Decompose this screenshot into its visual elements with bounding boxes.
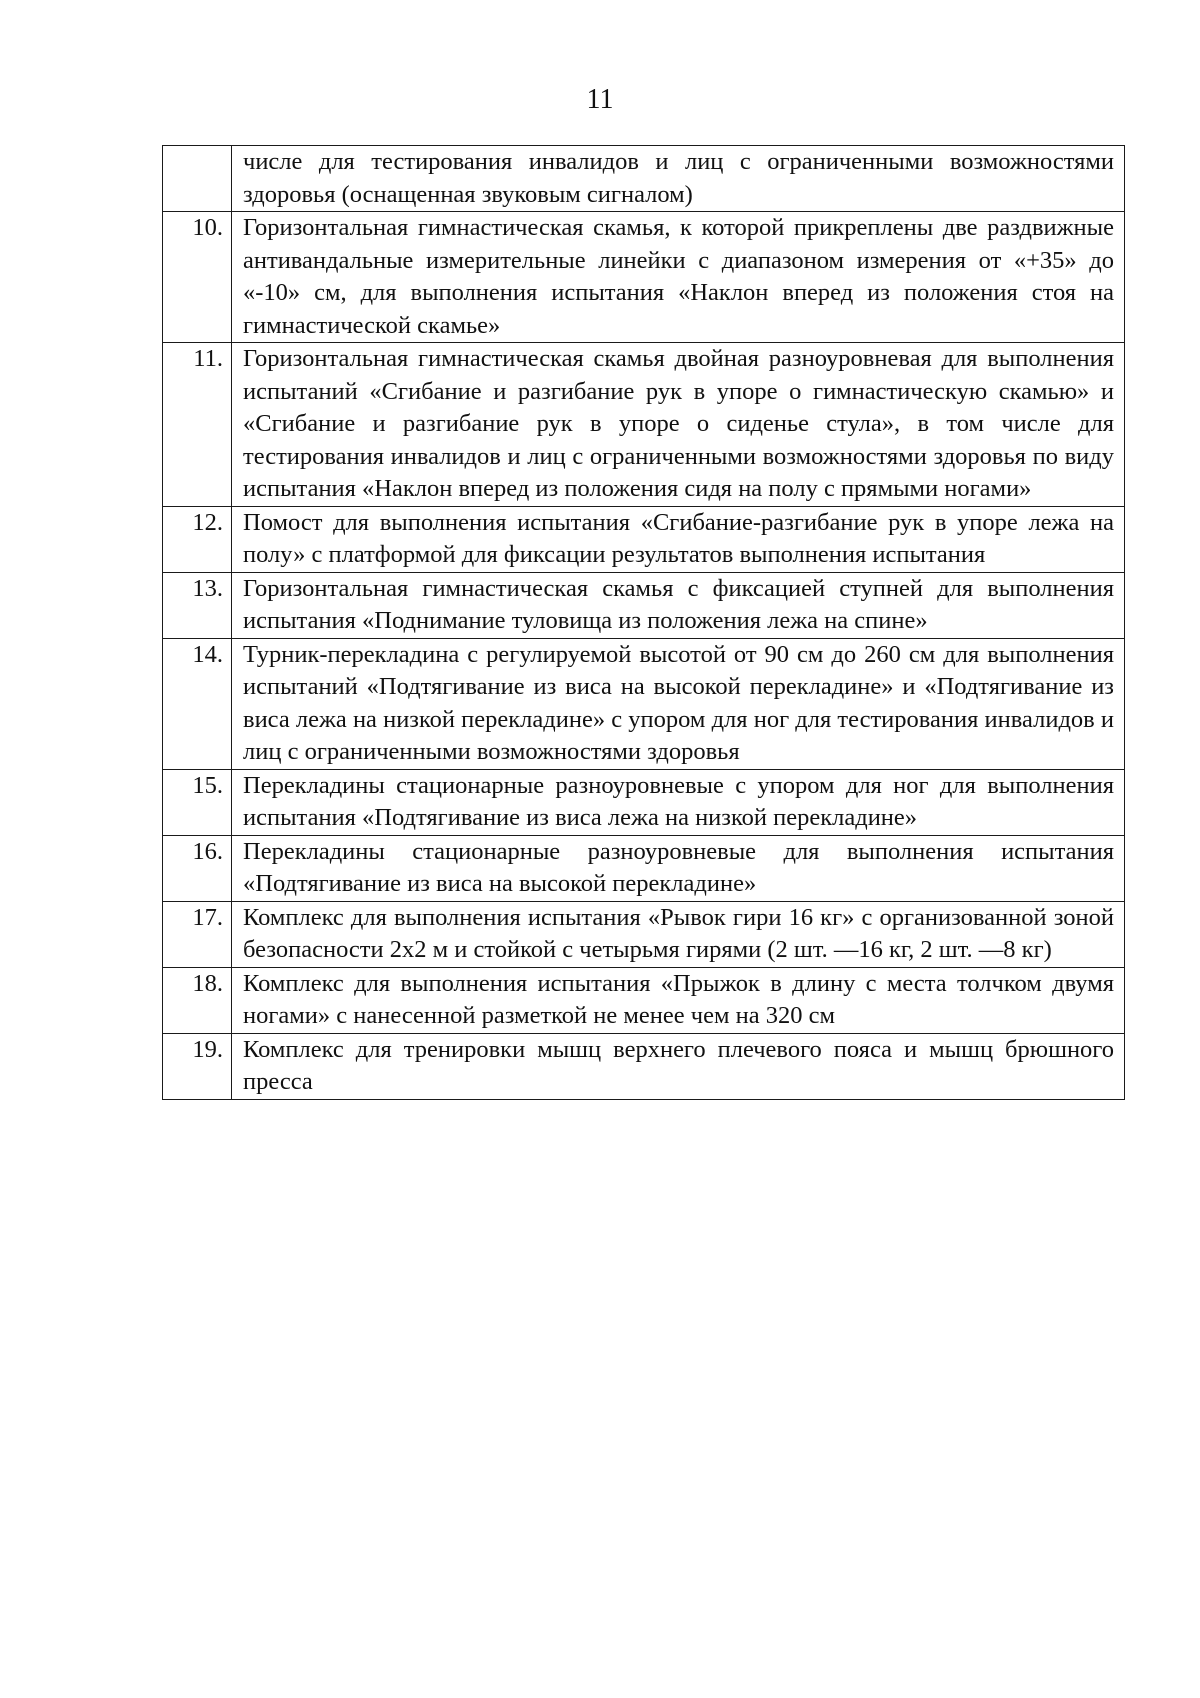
table-row <box>163 901 1125 967</box>
row-number <box>163 146 232 212</box>
row-number: 14. <box>163 638 232 769</box>
row-description: Горизонтальная гимнастическая скамья, к которой прикреплены две раздвижные антивандальные измерительные линейки с диапазоном измерения от «+35» до «-10» см, для выполнения испытания «Наклон вперед из положения стоя на гимнастической скамье» <box>232 212 1125 343</box>
table-row <box>163 506 1125 572</box>
row-number: 12. <box>163 506 232 572</box>
table-row <box>163 343 1125 507</box>
table-row <box>163 769 1125 835</box>
table-row <box>163 146 1125 212</box>
row-description: Комплекс для выполнения испытания «Прыжок в длину с места толчком двумя ногами» с нанесенной разметкой не менее чем на 320 см <box>232 967 1125 1033</box>
row-number: 11. <box>163 343 232 507</box>
table-row <box>163 212 1125 343</box>
equipment-table <box>162 145 1125 1100</box>
row-number: 13. <box>163 572 232 638</box>
row-description: Комплекс для тренировки мышц верхнего плечевого пояса и мышц брюшного пресса <box>232 1033 1125 1099</box>
row-number: 18. <box>163 967 232 1033</box>
page-number: 11 <box>586 84 614 115</box>
row-number: 17. <box>163 901 232 967</box>
table-row <box>163 967 1125 1033</box>
row-description: Горизонтальная гимнастическая скамья двойная разноуровневая для выполнения испытаний «Сгибание и разгибание рук в упоре о гимнастическую скамью» и «Сгибание и разгибание рук в упоре о сиденье стула», в том числе для тестирования инвалидов и лиц с ограниченными возможностями здоровья по виду испытания «Наклон вперед из положения сидя на полу с прямыми ногами» <box>232 343 1125 507</box>
row-description: Перекладины стационарные разноуровневые для выполнения испытания «Подтягивание из виса на высокой перекладине» <box>232 835 1125 901</box>
row-number: 15. <box>163 769 232 835</box>
row-number: 19. <box>163 1033 232 1099</box>
table-row <box>163 835 1125 901</box>
table-row <box>163 1033 1125 1099</box>
table-row <box>163 638 1125 769</box>
row-description: Перекладины стационарные разноуровневые с упором для ног для выполнения испытания «Подтягивание из виса лежа на низкой перекладине» <box>232 769 1125 835</box>
table-row <box>163 572 1125 638</box>
row-description: Комплекс для выполнения испытания «Рывок гири 16 кг» с организованной зоной безопасности 2x2 м и стойкой с четырьмя гирями (2 шт. —16 кг, 2 шт. —8 кг) <box>232 901 1125 967</box>
row-number: 16. <box>163 835 232 901</box>
row-description: Турник-перекладина с регулируемой высотой от 90 см до 260 см для выполнения испытаний «Подтягивание из виса на высокой перекладине» и «Подтягивание из виса лежа на низкой перекладине» с упором для ног для тестирования инвалидов и лиц с ограниченными возможностями здоровья <box>232 638 1125 769</box>
row-description: числе для тестирования инвалидов и лиц с ограниченными возможностями здоровья (оснащенная звуковым сигналом) <box>232 146 1125 212</box>
row-description: Помост для выполнения испытания «Сгибание-разгибание рук в упоре лежа на полу» с платформой для фиксации результатов выполнения испытания <box>232 506 1125 572</box>
row-description: Горизонтальная гимнастическая скамья с фиксацией ступней для выполнения испытания «Поднимание туловища из положения лежа на спине» <box>232 572 1125 638</box>
row-number: 10. <box>163 212 232 343</box>
